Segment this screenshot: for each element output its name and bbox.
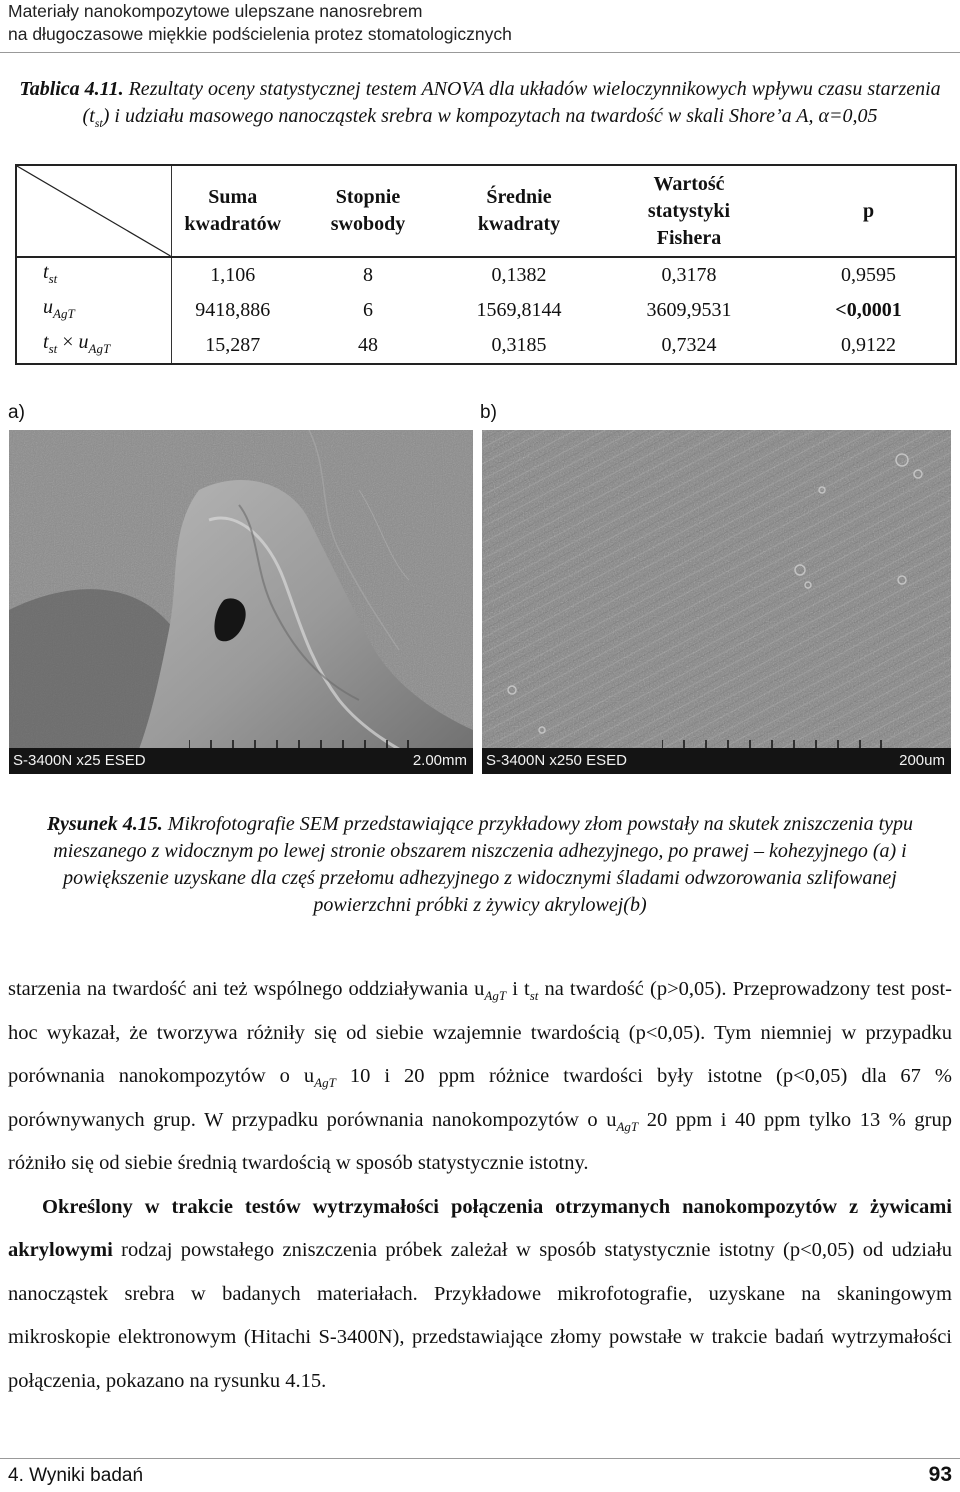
paragraph-1 bbox=[8, 968, 952, 1186]
running-header-line-1: Materiały nanokompozytowe ulepszane nanosrebrem bbox=[8, 1, 423, 21]
table-corner-cell bbox=[16, 165, 171, 257]
header-mean-sq-line-1: Średnie bbox=[486, 186, 552, 208]
figure-caption-text: Mikrofotografie SEM przedstawiające przykładowy złom powstały na skutek zniszczenia typu mieszanego z widocznym po lewej stronie obszarem niszczenia adhezyjnego, po prawej – kohezyjnego (a) i powiększenie uzyskane dla częś przełomu adhezyjnego z widocznymi śladami odwzorowania szlifowanej powierzchni próbki z żywicy akrylowej(b) bbox=[53, 813, 914, 916]
cell-fisher-statistic: 0,3178 bbox=[661, 264, 717, 286]
header-fisher-line-2: statystyki bbox=[647, 199, 731, 222]
cell-sum-of-squares: 1,106 bbox=[210, 264, 256, 286]
header-fisher-line-1: Wartość bbox=[653, 172, 725, 195]
paragraph-1-part-b: i t bbox=[506, 978, 530, 1000]
row-label-main: t bbox=[43, 261, 49, 283]
header-fisher-line-3: Fishera bbox=[656, 226, 722, 249]
row-label-sub: AgT bbox=[53, 306, 75, 321]
header-rule bbox=[0, 52, 960, 53]
sem-image-a-databar bbox=[9, 748, 473, 774]
running-header-line-2: na długoczasowe miękkie podścielenia protez stomatologicznych bbox=[8, 24, 512, 44]
paragraph-2-rest: rodzaj powstałego zniszczenia próbek zależał w sposób statystycznie istotny (p<0,05) od udziału nanocząstek srebra w badanych materiałach. Przykładowe mikrofotografie, uzyskane na skaningowym mikroskopie elektronowym (Hitachi S-3400N), przedstawiające złomy powstałe w trakcie badań wytrzymałości połączenia, pokazano na rysunku 4.15. bbox=[8, 1239, 952, 1392]
table-row bbox=[16, 293, 956, 328]
scale-ticks-a bbox=[189, 740, 409, 748]
panel-label-b: b) bbox=[480, 402, 497, 423]
paragraph-1-part-d: 10 i 20 ppm różnice twardości były istotne (p<0,05) dla 67 % porównywanych grup. W przypadku porównania nanokompozytów o u bbox=[8, 1065, 952, 1131]
scale-ticks-b bbox=[662, 740, 882, 748]
row-label bbox=[16, 293, 171, 328]
body-text bbox=[8, 968, 952, 1403]
header-mean-sq-line-2: kwadraty bbox=[477, 213, 561, 235]
header-df-line-2: swobody bbox=[330, 213, 406, 235]
cell-p-value: 0,9122 bbox=[782, 328, 956, 364]
figure-caption bbox=[12, 811, 948, 919]
sem-image-b-databar bbox=[482, 748, 951, 774]
cell-fisher-statistic: 3609,9531 bbox=[646, 299, 732, 321]
row-label-main: t bbox=[43, 331, 49, 353]
paragraph-1-part-e: 20 ppm i 40 ppm tylko 13 % grup różniło się od siebie średnią twardością w sposób statystycznie istotny. bbox=[8, 1108, 952, 1174]
cell-degrees-of-freedom: 8 bbox=[363, 264, 373, 286]
table-row bbox=[16, 257, 956, 293]
corner-diagonal-line bbox=[17, 166, 171, 256]
figure-caption-label: Rysunek 4.15. bbox=[46, 813, 163, 835]
header-sum-of-squares bbox=[171, 165, 294, 257]
paragraph-2 bbox=[8, 1186, 952, 1404]
row-label-main: u bbox=[43, 296, 53, 318]
header-sum-of-squares-line-1: Suma bbox=[208, 186, 258, 208]
row-label-sub: st bbox=[48, 341, 58, 356]
paragraph-2-bold: Określony w trakcie testów wytrzymałości połączenia otrzymanych nanokompozytów z żywicami akrylowymi bbox=[8, 1195, 952, 1261]
paragraph-1-part-a: starzenia na twardość ani też wspólnego oddziaływania u bbox=[8, 978, 485, 1000]
cell-degrees-of-freedom: 6 bbox=[363, 299, 373, 321]
sem-image-a-graphic bbox=[9, 430, 473, 774]
anova-header-row bbox=[16, 165, 956, 257]
sem-image-a-info: S-3400N x25 ESED bbox=[13, 752, 146, 769]
cell-mean-squares: 1569,8144 bbox=[476, 299, 562, 321]
paragraph-1-sub-3: AgT bbox=[314, 1075, 336, 1091]
table-caption bbox=[10, 76, 950, 137]
cell-p-value: 0,9595 bbox=[782, 257, 956, 293]
cell-degrees-of-freedom: 48 bbox=[294, 328, 442, 364]
anova-table bbox=[15, 164, 957, 365]
row-label-sub-2: AgT bbox=[88, 341, 111, 356]
header-mean-squares bbox=[442, 165, 596, 257]
cell-sum-of-squares: 9418,886 bbox=[195, 299, 271, 321]
running-header bbox=[8, 0, 708, 46]
table-caption-text-2: ) i udziału masowego nanocząstek srebra w kompozytach na twardość w skali Shore’a A, α=0,05 bbox=[102, 105, 878, 127]
table-caption-sub: st bbox=[94, 116, 103, 130]
footer-section: 4. Wyniki badań bbox=[8, 1465, 144, 1486]
header-fisher-statistic bbox=[596, 165, 782, 257]
paragraph-1-sub-4: AgT bbox=[616, 1118, 639, 1134]
header-sum-of-squares-line-2: kwadratów bbox=[184, 213, 282, 235]
cell-p-value: <0,0001 bbox=[782, 293, 956, 328]
sem-image-a bbox=[9, 430, 473, 774]
sem-image-b-info: S-3400N x250 ESED bbox=[486, 752, 627, 769]
table-caption-text-1: Rezultaty oceny statystycznej testem ANOVA dla układów wieloczynnikowych wpływu czasu starzenia (t bbox=[82, 78, 941, 127]
header-degrees-of-freedom bbox=[294, 165, 442, 257]
cell-mean-squares: 0,3185 bbox=[442, 328, 596, 364]
header-df-line-1: Stopnie bbox=[335, 186, 401, 208]
row-label-main-2: u bbox=[78, 331, 89, 353]
sem-image-b-scale: 200um bbox=[899, 752, 945, 769]
sem-image-a-scale: 2.00mm bbox=[412, 752, 467, 769]
table-caption-label: Tablica 4.11. bbox=[19, 78, 124, 100]
cell-mean-squares: 0,1382 bbox=[491, 264, 547, 286]
paragraph-1-sub-2: st bbox=[529, 988, 539, 1004]
row-label-times: × bbox=[57, 331, 79, 353]
row-label-sub: st bbox=[48, 271, 58, 286]
row-label bbox=[16, 257, 171, 293]
footer-rule bbox=[0, 1458, 960, 1459]
header-p-value: p bbox=[782, 165, 956, 257]
row-label bbox=[16, 328, 171, 364]
paragraph-1-part-c: na twardość (p>0,05). Przeprowadzony test post-hoc wykazał, że tworzywa różniły się od siebie wzajemnie twardością (p<0,05). Tym niemniej w przypadku porównania nanokompozytów o u bbox=[8, 978, 952, 1087]
page-number: 93 bbox=[928, 1463, 952, 1486]
sem-image-b bbox=[482, 430, 951, 774]
paragraph-1-sub-1: AgT bbox=[484, 988, 507, 1004]
cell-fisher-statistic: 0,7324 bbox=[596, 328, 782, 364]
cell-sum-of-squares: 15,287 bbox=[171, 328, 294, 364]
panel-label-a: a) bbox=[8, 402, 25, 423]
table-row bbox=[16, 328, 956, 364]
sem-image-b-graphic bbox=[482, 430, 951, 774]
